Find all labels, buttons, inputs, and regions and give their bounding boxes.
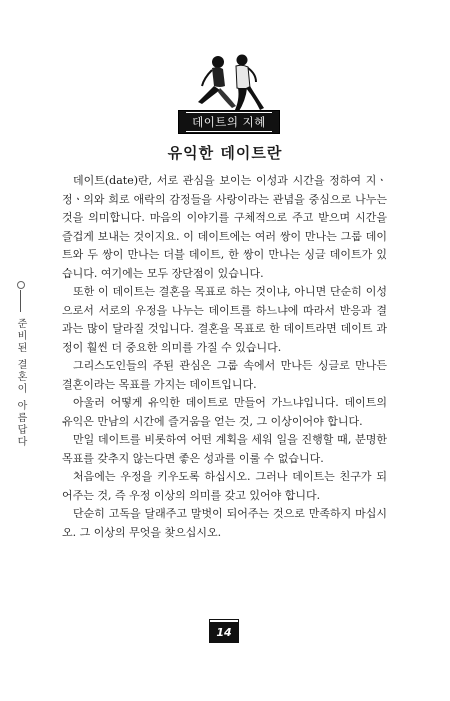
paragraph: 단순히 고독을 달래주고 말벗이 되어주는 것으로 만족하지 마십시오. 그 이상의 무엇을 찾으십시오. <box>62 507 387 539</box>
paragraph: 데이트(date)란, 서로 관심을 보이는 이성과 시간을 정하여 지ㆍ정ㆍ의와 희로 애락의 감정들을 사랑이라는 관념을 중심으로 나누는 것을 의미합니다. 마음의 이야기를 구체적으로 주고 받으며 시간을 즐겁게 보내는 것이지요. 이 데이트에는 여러 쌍이 만나는 그룹 데이트와 두 쌍이 만나는 더블 데이트, 한 쌍이 만나는 싱글 데이트가 있습니다. 여기에는 모두 장단점이 있습니다. <box>62 174 387 280</box>
page-title: 유익한 데이트란 <box>167 144 283 162</box>
side-ornament-icon <box>17 281 25 289</box>
paragraph: 그리스도인들의 주된 관심은 그룹 속에서 만나든 싱글로 만나든 결혼이라는 목표를 가지는 데이트입니다. <box>62 359 387 391</box>
side-rule <box>20 290 21 312</box>
paragraph: 또한 이 데이트는 결혼을 목표로 하는 것이냐, 아니면 단순히 이성으로서 서로의 우정을 나누는 데이트를 하느냐에 따라서 반응과 결과는 많이 달라질 것입니다. 결혼을 목표로 한 데이트라면 데이트 과정이 훨씬 더 중요한 의미를 가질 수 있습니다. <box>62 285 387 354</box>
page-number: 14 <box>210 620 238 642</box>
couple-illustration <box>190 52 270 116</box>
section-banner-label: 데이트의 지혜 <box>186 112 272 132</box>
paragraph: 아울러 어떻게 유익한 데이트로 만들어 가느냐입니다. 데이트의 유익은 만남의 시간에 즐거움을 얻는 것, 그 이상이어야 합니다. <box>62 396 387 428</box>
paragraph: 처음에는 우정을 키우도록 하십시오. 그러나 데이트는 친구가 되어주는 것, 즉 우정 이상의 의미를 갖고 있어야 합니다. <box>62 470 387 502</box>
section-banner <box>178 110 280 134</box>
running-header: 준비된 결혼이 아름답다 <box>15 318 26 449</box>
body-text <box>62 172 387 542</box>
paragraph: 만일 데이트를 비롯하여 어떤 계획을 세워 일을 진행할 때, 분명한 목표를 갖추지 않는다면 좋은 성과를 이룰 수 없습니다. <box>62 433 387 465</box>
